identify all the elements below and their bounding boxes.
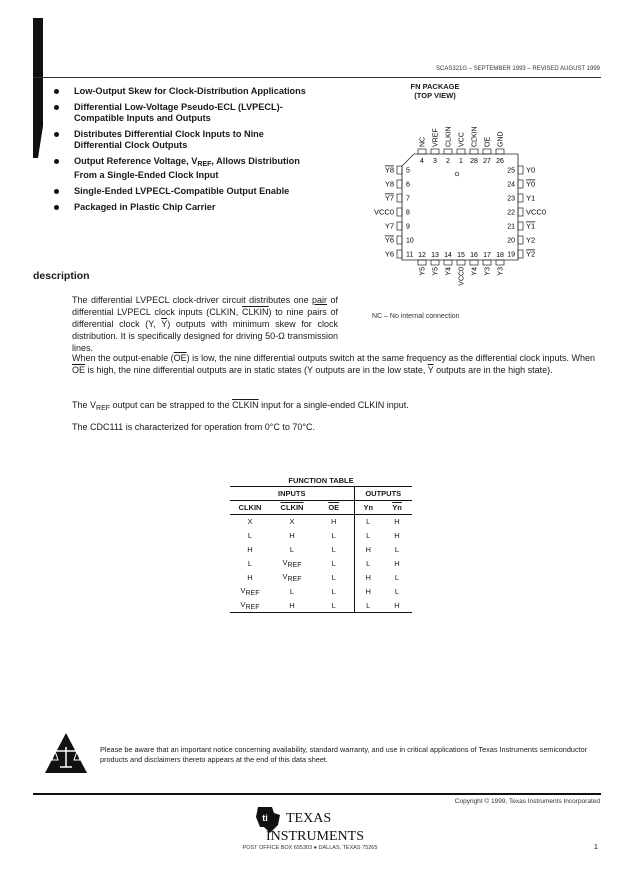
- pin-number: 25: [507, 167, 515, 175]
- pin-pad: [496, 260, 504, 265]
- description-paragraph-3: The $V_{REF}$ output can be strapped to the CLKIN input for a single-ended CLKIN input.: [72, 400, 409, 412]
- pin-pad: [444, 260, 452, 265]
- pin-pad: [397, 166, 402, 174]
- table-cell: H: [394, 517, 400, 527]
- pin-pad: [518, 208, 523, 216]
- pin-label: CLKIN: [445, 126, 453, 147]
- feature-item: Distributes Differential Clock Inputs to Nine Differential Clock Outputs: [54, 129, 314, 151]
- table-cell: H: [365, 545, 371, 554]
- function-table-title: FUNCTION TABLE: [288, 476, 354, 485]
- table-cell: L: [394, 587, 400, 596]
- pin-pad: [397, 236, 402, 244]
- pin-label: Y4: [445, 267, 453, 276]
- pin-label: Y8: [384, 165, 394, 175]
- ti-logo: [250, 803, 390, 843]
- pin-number: 27: [483, 158, 491, 165]
- nc-note: NC – No internal connection: [372, 313, 460, 320]
- feature-item: Packaged in Plastic Chip Carrier: [54, 202, 314, 213]
- pin-number: 19: [507, 251, 515, 259]
- pin-pad: [518, 222, 523, 230]
- table-cell: L: [314, 571, 354, 585]
- post-address: POST OFFICE BOX 655303 ● DALLAS, TEXAS 75265: [242, 845, 378, 851]
- ti-side-bar: [33, 18, 43, 126]
- bullet-icon: [54, 105, 59, 110]
- pin-label: Y7: [384, 221, 394, 231]
- pin-number: 12: [418, 252, 426, 259]
- pin-label: Y0: [526, 179, 536, 189]
- table-cell: H: [365, 587, 371, 596]
- pin-number: 28: [470, 158, 478, 165]
- table-cell: L: [366, 517, 371, 527]
- pin-pad: [518, 166, 523, 174]
- section-heading: description: [33, 270, 90, 282]
- pin-number: 17: [483, 252, 491, 259]
- pin-label: VCC0: [458, 267, 466, 286]
- table-cell: L: [366, 531, 371, 540]
- table-row: [230, 585, 412, 599]
- pin-number: 3: [433, 158, 437, 165]
- pin-number: 5: [406, 167, 410, 175]
- table-cell: H: [394, 559, 400, 568]
- pin-number: 15: [457, 252, 465, 259]
- pin-pad: [470, 149, 478, 154]
- pin-label: Y2: [526, 249, 536, 259]
- table-cell: H: [270, 599, 314, 613]
- pin-number: 21: [507, 223, 515, 231]
- table-cell: H: [314, 515, 354, 529]
- copyright: Copyright © 1999, Texas Instruments Incorporated: [454, 798, 600, 805]
- feature-item: Differential Low-Voltage Pseudo-ECL (LVPECL)-Compatible Inputs and Outputs: [54, 102, 314, 124]
- bullet-icon: [54, 132, 59, 137]
- pin-number: 23: [507, 195, 515, 203]
- table-group-row: INPUTS OUTPUTS: [230, 487, 412, 501]
- table-cell: L: [314, 599, 354, 613]
- important-notice: Please be aware that an important notice concerning availability, standard warranty, and use in critical applications of Texas Instruments semiconductor products and disclaimers thereto appears at the end of this data sheet.: [100, 745, 588, 764]
- table-row: [230, 571, 412, 585]
- table-cell: H: [247, 545, 253, 554]
- pin-number: 18: [496, 252, 504, 259]
- pin1-marker: [455, 172, 459, 176]
- pin-number: 6: [406, 181, 410, 189]
- table-cell: X: [247, 517, 253, 527]
- pin-pad: [483, 260, 491, 265]
- pin-number: 9: [406, 223, 410, 231]
- table-row: [230, 529, 412, 543]
- table-cell: L: [314, 585, 354, 599]
- table-row: [230, 599, 412, 613]
- pin-label: NC: [419, 136, 427, 147]
- pin-label: GND: [497, 131, 505, 147]
- pin-label: CLKIN: [471, 126, 479, 147]
- bullet-icon: [54, 205, 59, 210]
- table-row: [230, 543, 412, 557]
- pin-pad: [444, 149, 452, 154]
- description-paragraph-2: When the output-enable $(\overline{OE})$ is low, the nine differential outputs switch at the same frequency as the differential clock inputs. When $\overline{OE}$ is high, the nine differential outputs are in static states (Y outputs are in the low state, $\overline{Y}$ outputs are in the high state).: [72, 353, 595, 375]
- pin-label: VCC0: [373, 207, 394, 217]
- pin-number: 22: [507, 209, 515, 217]
- table-cell: $V_{REF}$: [240, 586, 260, 597]
- pin-label: Y6: [384, 235, 394, 245]
- pin-label: Y7: [384, 193, 394, 203]
- pin-label: VREF: [432, 128, 440, 147]
- table-cell: H: [289, 531, 295, 540]
- table-cell: H: [247, 573, 253, 582]
- pin-pad: [431, 260, 439, 265]
- bullet-icon: [54, 89, 59, 94]
- table-cell: X: [289, 517, 295, 527]
- pin-label: Y2: [526, 235, 536, 245]
- pin-label: Y4: [471, 267, 479, 276]
- warning-scales-icon: [43, 731, 89, 777]
- document-id: SCAS321G – SEPTEMBER 1993 – REVISED AUGUST 1999: [436, 66, 600, 72]
- table-cell: L: [314, 543, 354, 557]
- feature-item: Output Reference Voltage, $V_{REF}$, Allows Distribution From a Single-Ended Clock Input: [54, 156, 314, 181]
- package-subtitle: (TOP VIEW): [414, 91, 456, 100]
- pin-label: Y3: [484, 267, 492, 276]
- pin-pad: [518, 236, 523, 244]
- table-header-row: CLKIN CLKIN $\overline{OE}$ Yn $\overline{Yn}$: [230, 501, 412, 515]
- pin-label: Y3: [497, 267, 505, 276]
- pin-pad: [397, 208, 402, 216]
- pin-pad: [418, 260, 426, 265]
- pin-number: 8: [406, 209, 410, 217]
- pin-pad: [518, 194, 523, 202]
- bullet-icon: [54, 189, 59, 194]
- table-row: [230, 515, 412, 529]
- table-cell: H: [365, 573, 371, 582]
- table-cell: L: [394, 545, 400, 554]
- pin-label: VCC: [458, 132, 466, 147]
- pin-pad: [470, 260, 478, 265]
- table-cell: H: [382, 599, 412, 613]
- pin-label: OE: [484, 136, 492, 147]
- pin-label: Y6: [384, 249, 394, 259]
- table-cell: L: [247, 531, 253, 540]
- pin-label: Y1: [526, 193, 536, 203]
- table-cell: H: [394, 531, 400, 540]
- table-cell: $V_{REF}$: [230, 599, 270, 613]
- pin-pad: [483, 149, 491, 154]
- pin-number: 1: [459, 158, 463, 165]
- feature-item: Low-Output Skew for Clock-Distribution Applications: [54, 86, 314, 97]
- pin-number: 14: [444, 252, 452, 259]
- pin-pad: [418, 149, 426, 154]
- bullet-icon: [54, 159, 59, 164]
- package-body: [402, 154, 518, 260]
- top-rule: [33, 77, 601, 78]
- description-paragraph-4: The CDC111 is characterized for operation from 0°C to 70°C.: [72, 422, 315, 432]
- package-pinout: [360, 82, 600, 312]
- svg-text:ti: ti: [262, 813, 268, 823]
- pin-pad: [518, 250, 523, 258]
- pin-number: 10: [406, 237, 414, 245]
- table-cell: L: [314, 529, 354, 543]
- svg-text:TEXAS: TEXAS: [286, 811, 332, 826]
- description-paragraph-1: The differential LVPECL clock-driver circuit distributes one pair of differential LVPECL clock inputs (CLKIN, CLKIN) to nine pairs of differential clock (Y, $\overline{Y}$) outputs with minimum skew for clock distribution. It is specifically designed for driving 50-Ω transmission lines.: [72, 295, 339, 353]
- pin-pad: [397, 180, 402, 188]
- pin-label: Y5: [432, 267, 440, 276]
- svg-text:INSTRUMENTS: INSTRUMENTS: [266, 829, 365, 843]
- table-cell: L: [394, 573, 400, 582]
- pin-pad: [397, 222, 402, 230]
- pin-number: 7: [406, 195, 410, 203]
- pin-pad: [397, 194, 402, 202]
- pin-pad: [457, 149, 465, 154]
- pin-label: Y8: [384, 179, 394, 189]
- pin-number: 13: [431, 252, 439, 259]
- pin-pad: [457, 260, 465, 265]
- pin-pad: [496, 149, 504, 154]
- package-title: FN PACKAGE: [410, 82, 460, 91]
- page-number: 1: [593, 842, 598, 851]
- pin-label: Y5: [419, 267, 427, 276]
- pin-number: 16: [470, 252, 478, 259]
- table-cell: L: [289, 545, 295, 554]
- feature-list: [54, 86, 314, 218]
- pin-label: Y0: [526, 165, 536, 175]
- table-cell: $V_{REF}$: [282, 572, 302, 583]
- table-cell: L: [247, 559, 253, 568]
- pin-number: 26: [496, 158, 504, 165]
- ti-side-bar-tip: [33, 126, 43, 158]
- pin-number: 20: [507, 237, 515, 245]
- table-cell: $V_{REF}$: [282, 558, 302, 569]
- pin-number: 24: [507, 181, 515, 189]
- pin-number: 11: [406, 251, 414, 259]
- pin-number: 2: [446, 158, 450, 165]
- table-cell: L: [314, 557, 354, 571]
- pin-pad: [397, 250, 402, 258]
- table-row: [230, 557, 412, 571]
- fn-package-diagram: [360, 82, 600, 322]
- pin-pad: [431, 149, 439, 154]
- pin-number: 4: [420, 158, 424, 165]
- feature-item: Single-Ended LVPECL-Compatible Output Enable: [54, 186, 314, 197]
- pin-pad: [518, 180, 523, 188]
- table-cell: L: [366, 559, 371, 568]
- pin-label: VCC0: [526, 207, 547, 217]
- table-cell: L: [354, 599, 382, 613]
- bottom-rule: [33, 793, 601, 795]
- table-cell: L: [289, 587, 295, 596]
- function-table: [230, 486, 412, 613]
- pin-label: Y1: [526, 221, 536, 231]
